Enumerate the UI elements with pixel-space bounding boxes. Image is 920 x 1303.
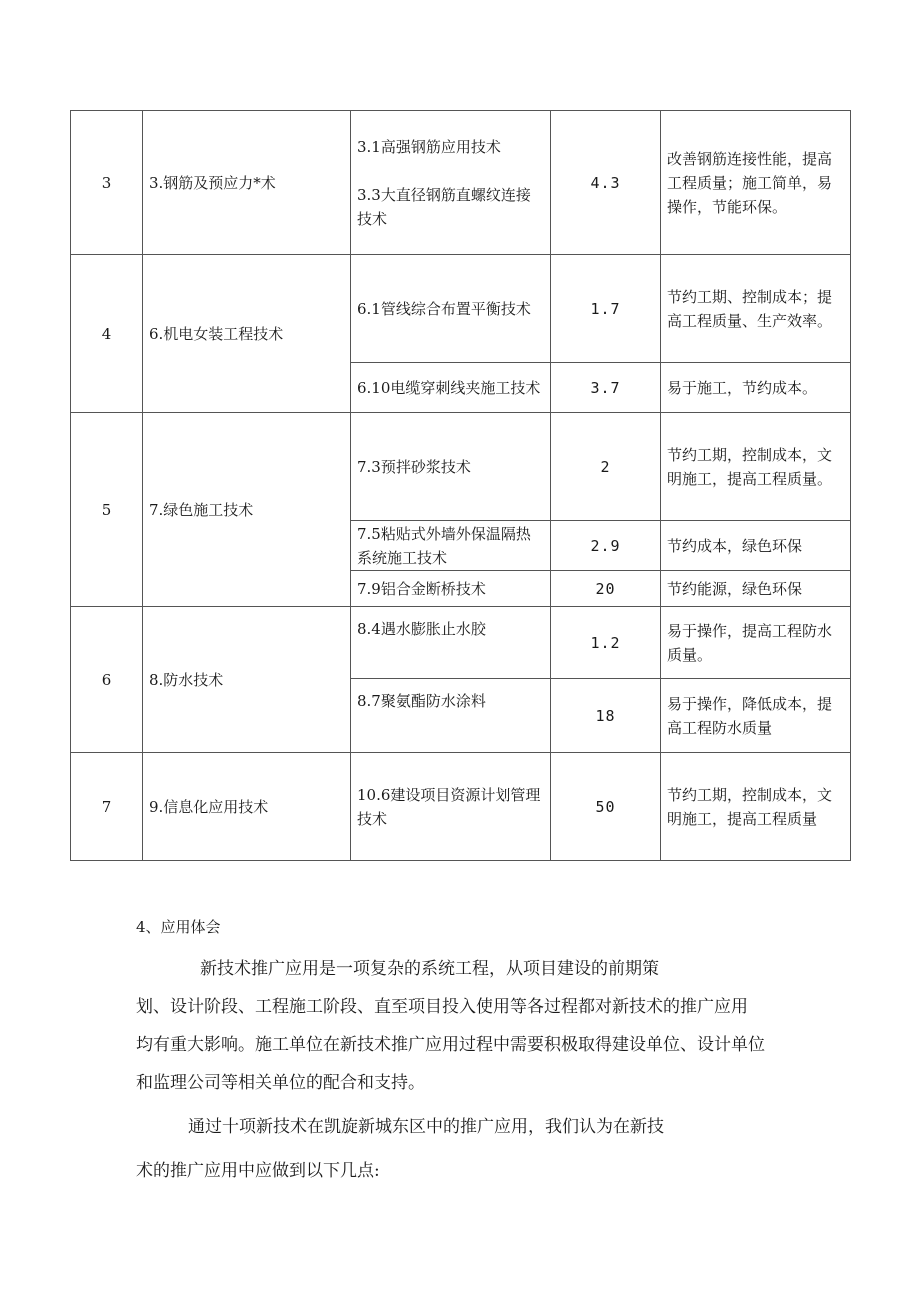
paragraph-line: 和监理公司等相关单位的配合和支持。: [136, 1073, 425, 1093]
benefit-cell: 节约工期，控制成本，文明施工，提高工程质量: [661, 753, 851, 861]
benefit-cell: 易于操作，降低成本，提高工程防水质量: [661, 679, 851, 753]
tech-cell: [351, 111, 551, 255]
table-row: [71, 413, 851, 521]
tech-cell: 10.6建设项目资源计划管理技术: [351, 753, 551, 861]
tech-cell: 7.3预拌砂浆技术: [351, 413, 551, 521]
value-cell: 2.9: [551, 521, 661, 571]
benefit-cell: 节约工期、控制成本；提高工程质量、生产效率。: [661, 255, 851, 363]
paragraph-line: 划、设计阶段、工程施工阶段、直至项目投入使用等各过程都对新技术的推广应用: [136, 997, 748, 1017]
value-cell: 20: [551, 571, 661, 607]
paragraph-line: 术的推广应用中应做到以下几点:: [136, 1161, 380, 1181]
row-number: 5: [71, 413, 143, 607]
value-cell: 3.7: [551, 363, 661, 413]
category-cell: 7.绿色施工技术: [143, 413, 351, 607]
value-cell: 4.3: [551, 111, 661, 255]
row-number: 6: [71, 607, 143, 753]
value-cell: 18: [551, 679, 661, 753]
benefit-cell: 节约能源，绿色环保: [661, 571, 851, 607]
value-cell: 1.7: [551, 255, 661, 363]
table-row: [71, 607, 851, 679]
value-cell: 2: [551, 413, 661, 521]
row-number: 3: [71, 111, 143, 255]
value-cell: 50: [551, 753, 661, 861]
tech-cell: 7.9铝合金断桥技术: [351, 571, 551, 607]
benefit-cell: 节约成本，绿色环保: [661, 521, 851, 571]
row-number: 7: [71, 753, 143, 861]
category-cell: 9.信息化应用技术: [143, 753, 351, 861]
category-cell: 3.钢筋及预应力*术: [143, 111, 351, 255]
tech-cell: 6.10电缆穿刺线夹施工技术: [351, 363, 551, 413]
table-row: [71, 255, 851, 363]
tech-cell: 8.7聚氨酯防水涂料: [351, 679, 551, 753]
tech-cell: 8.4遇水膨胀止水胶: [351, 607, 551, 679]
technology-table: [70, 110, 851, 861]
table-row: [71, 111, 851, 255]
paragraph-line: 新技术推广应用是一项复杂的系统工程，从项目建设的前期策: [200, 959, 659, 979]
benefit-cell: 改善钢筋连接性能，提高工程质量；施工简单，易操作，节能环保。: [661, 111, 851, 255]
tech-text: 3.1高强钢筋应用技术 3.3大直径钢筋直螺纹连接技术: [357, 137, 531, 228]
tech-cell: 6.1管线综合布置平衡技术: [351, 255, 551, 363]
paragraph-line: 通过十项新技术在凯旋新城东区中的推广应用，我们认为在新技: [188, 1117, 664, 1137]
benefit-cell: 易于施工，节约成本。: [661, 363, 851, 413]
tech-cell: 7.5粘贴式外墙外保温隔热系统施工技术: [351, 521, 551, 571]
value-cell: 1.2: [551, 607, 661, 679]
category-cell: 6.机电女装工程技术: [143, 255, 351, 413]
benefit-cell: 节约工期，控制成本，文明施工，提高工程质量。: [661, 413, 851, 521]
table-row: [71, 753, 851, 861]
row-number: 4: [71, 255, 143, 413]
paragraph-line: 均有重大影响。施工单位在新技术推广应用过程中需要积极取得建设单位、设计单位: [136, 1035, 765, 1055]
category-cell: 8.防水技术: [143, 607, 351, 753]
section-heading: 4、应用体会: [136, 918, 221, 936]
benefit-cell: 易于操作，提高工程防水质量。: [661, 607, 851, 679]
